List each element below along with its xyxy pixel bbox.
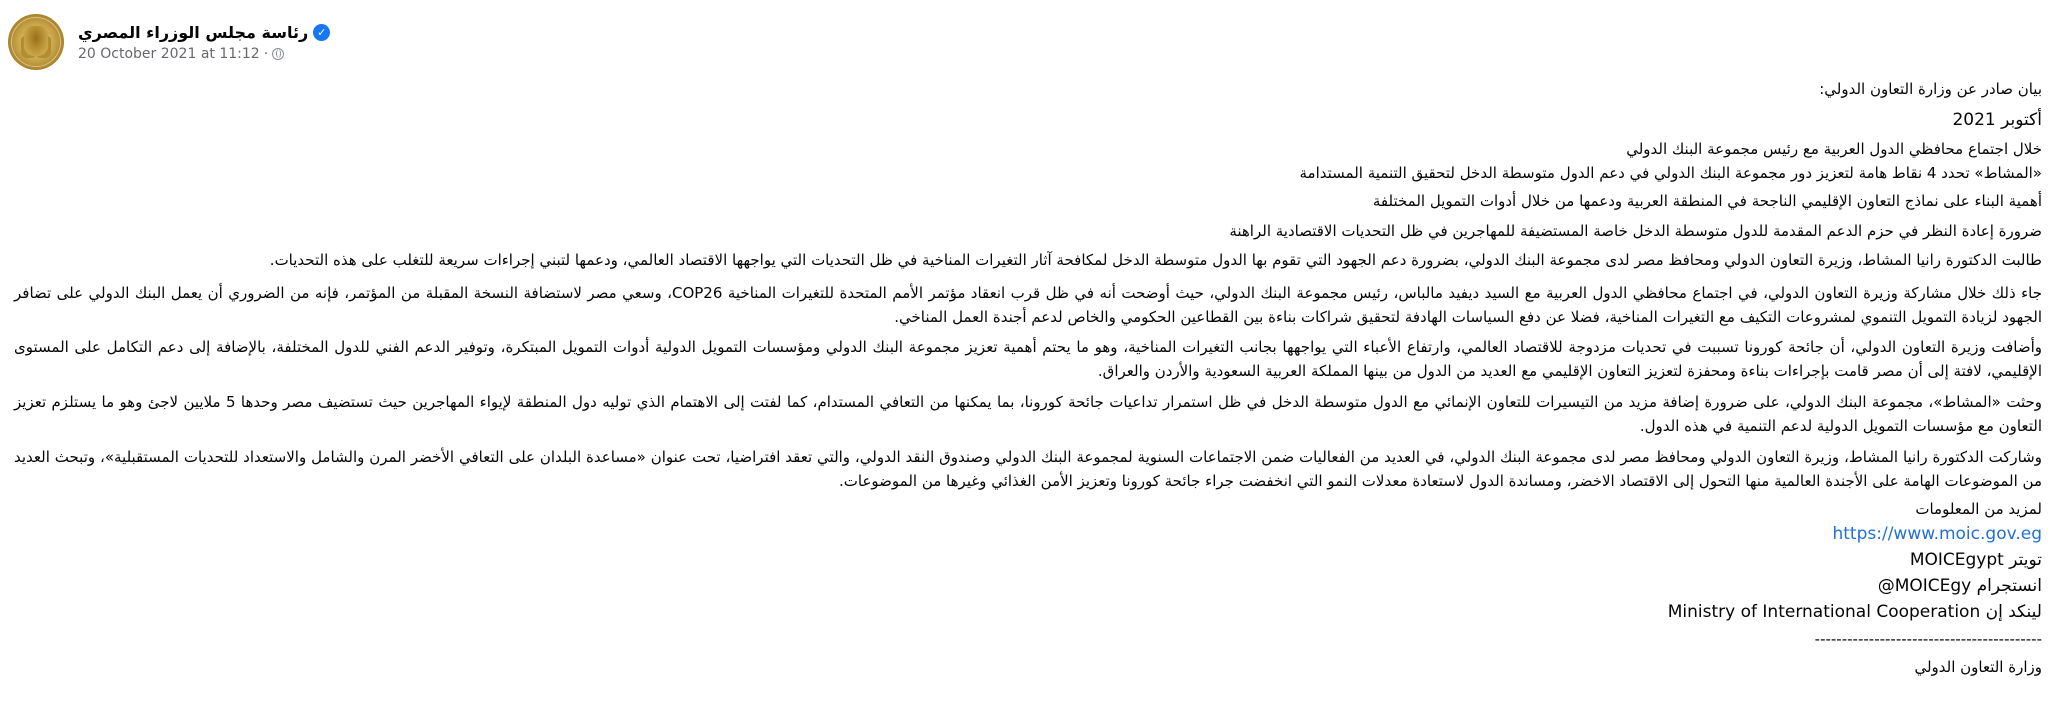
post-line-point-2: ضرورة إعادة النظر في حزم الدعم المقدمة للدول متوسطة الدخل خاصة المستضيفة للمهاجرين في ظل التحديات الاقتصادية الراهنة [1229,222,2042,240]
post-line-statement: بيان صادر عن وزارة التعاون الدولي: [1819,80,2042,98]
twitter-line: تويتر MOICEgypt [1909,550,2042,570]
post-meta [78,23,330,62]
website-link[interactable]: https://www.moic.gov.eg [1832,524,2042,544]
post-timestamp[interactable]: 20 October 2021 at 11:12 [78,45,260,62]
avatar[interactable] [8,14,64,70]
time-row [78,46,330,62]
post-paragraph-2: جاء ذلك خلال مشاركة وزيرة التعاون الدولي، في اجتماع محافظي الدول العربية مع السيد ديفيد مالباس، رئيس مجموعة البنك الدولي، حيث أوضحت أنه في ظل قرب انعقاد مؤتمر الأمم المتحدة للتغيرات المناخية COP26، وسعي مصر لاستضافة النسخة المقبلة من المؤتمر، فإنه من الضروري أن يعمل البنك الدولي على تضافر الجهود لزيادة التمويل التنموي لمشروعات التكيف مع التغيرات المناخية، فضلا عن دفع السياسات الهادفة لتحقيق شراكات بناءة بين القطاعين الحكومي والخاص لدعم أجندة العمل المناخي. [14,284,2042,326]
avatar-seal-icon [11,17,61,67]
instagram-line: انستجرام MOICEgy@ [1877,576,2042,596]
signature: وزارة التعاون الدولي [1914,658,2042,676]
linkedin-line: لينكد إن Ministry of International Cooperation [1667,602,2042,622]
name-row [78,23,330,42]
post-line-headline: خلال اجتماع محافظي الدول العربية مع رئيس مجموعة البنك الدولي [1626,140,2042,158]
post-line-subheadline: «المشاط» تحدد 4 نقاط هامة لتعزيز دور مجموعة البنك الدولي في دعم الدول متوسطة الدخل لتحقيق التنمية المستدامة [1299,164,2042,182]
post-line-point-1: أهمية البناء على نماذج التعاون الإقليمي الناجحة في المنطقة العربية ودعمها من خلال أدوات التمويل المختلفة [1372,192,2042,210]
meta-separator: · [263,45,269,62]
post-header [8,14,330,70]
page-name[interactable]: رئاسة مجلس الوزراء المصري [78,22,309,42]
post-line-date: أكتوبر 2021 [1952,110,2042,130]
globe-icon[interactable] [272,48,284,60]
post-paragraph-5: وشاركت الدكتورة رانيا المشاط، وزيرة التعاون الدولي ومحافظ مصر لدى مجموعة البنك الدولي، في العديد من الفعاليات ضمن الاجتماعات السنوية لمجموعة البنك الدولي وصندوق النقد الدولي، والتي تعقد افتراضيا، تحت عنوان «مساعدة البلدان على التعافي الأخضر المرن والشامل والاستعداد للتحديات المستقبلية»، وتبحث العديد من الموضوعات الهامة على الأجندة العالمية منها التحول إلى الاقتصاد الاخضر، ومساندة الدول لاستعادة معدلات النمو التي انخفضت جراء جائحة كورونا وتعزيز الأمن الغذائي وغيرها من الموضوعات. [14,448,2042,490]
post-paragraph-4: وحثت «المشاط»، مجموعة البنك الدولي، على ضرورة إضافة مزيد من التيسيرات للتعاون الإنمائي مع الدول متوسطة الدخل في ظل استمرار تداعيات جائحة كورونا، بما يمكنها من التعافي المستدام، كما لفتت إلى الاهتمام الذي توليه دول المنطقة لإيواء المهاجرين حيث تستضيف مصر وحدها 5 ملايين لاجئ وهو ما يستلزم تعزيز التعاون مع مؤسسات التمويل الدولية لدعم التنمية في هذه الدول. [14,393,2042,435]
verified-badge-icon: ✓ [313,24,330,41]
post-paragraph-1: طالبت الدكتورة رانيا المشاط، وزيرة التعاون الدولي ومحافظ مصر لدى مجموعة البنك الدولي، بضرورة دعم الجهود التي تقوم بها الدول متوسطة الدخل لمكافحة آثار التغيرات المناخية في ظل التحديات التي يواجهها الاقتصاد العالمي، ودعمها لتبني إجراءات سريعة للتغلب على هذه التحديات. [269,251,2042,269]
divider-line: ------------------------------------------ [1814,630,2042,648]
post-paragraph-3: وأضافت وزيرة التعاون الدولي، أن جائحة كورونا تسببت في تحديات مزدوجة للاقتصاد العالمي، وارتفاع الأعباء التي يواجهها بجانب التغيرات المناخية، وهو ما يحتم أهمية تعزيز مجموعة البنك الدولي ومؤسسات التمويل الدولية أدوات التمويل المبتكرة، وتوفير الدعم الفني للدول المختلفة، بالإضافة إلى دعم التكامل على المستوى الإقليمي، لافتة إلى أن مصر قامت بإجراءات بناءة ومحفزة لتعزيز التعاون الإقليمي مع العديد من الدول من بينها المملكة العربية السعودية والأردن والعراق. [14,338,2042,380]
more-info-label: لمزيد من المعلومات [1915,500,2042,518]
